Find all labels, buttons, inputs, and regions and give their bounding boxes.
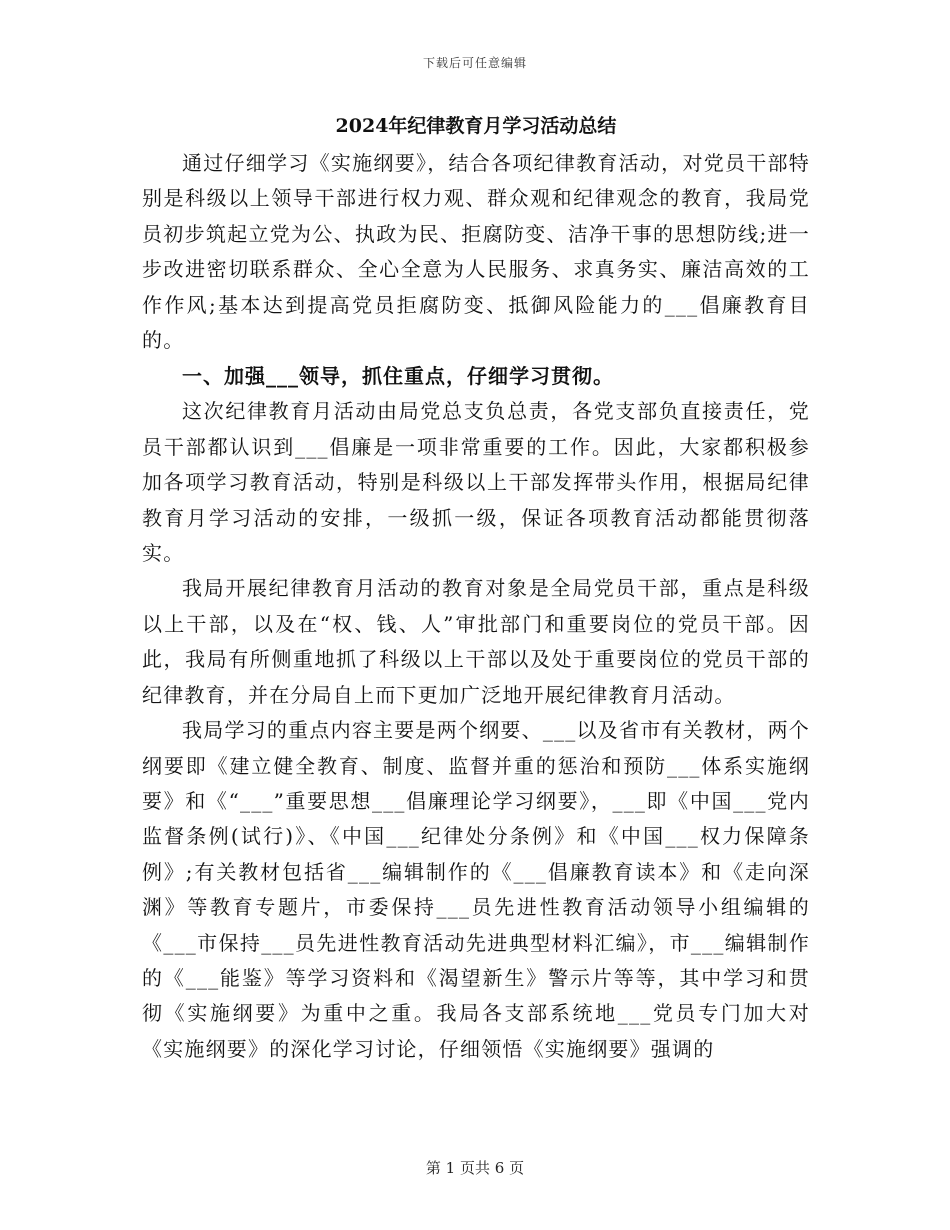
- paragraph-responsibility: 这次纪律教育月活动由局党总支负总责，各党支部负直接责任，党员干部都认识到___倡廉是一项非常重要的工作。因此，大家都积极参加各项学习教育活动，特别是科级以上干部发挥带头作用，根据局纪律教育月学习活动的安排，一级抓一级，保证各项教育活动都能贯彻落实。: [142, 399, 810, 566]
- paragraph-content: 我局学习的重点内容主要是两个纲要、___以及省市有关教材，两个纲要即《建立健全教育、制度、监督并重的惩治和预防___体系实施纲要》和《“___”重要思想___倡廉理论学习纲要》，___即《中国___党内监督条例(试行)》、《中国___纪律处分条例》和《中国___权力保障条例》;有关教材包括省___编辑制作的《___倡廉教育读本》和《走向深渊》等教育专题片，市委保持___员先进性教育活动领导小组编辑的《___市保持___员先进性教育活动先进典型材料汇编》，市___编辑制作的《___能鉴》等学习资料和《渴望新生》警示片等等，其中学习和贯彻《实施纲要》为重中之重。我局各支部系统地___党员专门加大对《实施纲要》的深化学习讨论，仔细领悟《实施纲要》强调的: [142, 718, 810, 1061]
- paragraph-targets: 我局开展纪律教育月活动的教育对象是全局党员干部，重点是科级以上干部，以及在“权、钱、人”审批部门和重要岗位的党员干部。因此，我局有所侧重地抓了科级以上干部以及处于重要岗位的党员干部的纪律教育，并在分局自上而下更加广泛地开展纪律教育月活动。: [142, 576, 810, 707]
- document-body: [142, 112, 810, 1067]
- page-number: 第 1 页共 6 页: [425, 1159, 525, 1177]
- page-header-note: 下载后可任意编辑: [422, 56, 527, 70]
- section-heading-1: 一、加强___领导，抓住重点，仔细学习贯彻。: [182, 364, 614, 389]
- document-title: 2024年纪律教育月学习活动总结: [335, 115, 617, 137]
- paragraph-intro: 通过仔细学习《实施纲要》，结合各项纪律教育活动，对党员干部特别是科级以上领导干部进行权力观、群众观和纪律观念的教育，我局党员初步筑起立党为公、执政为民、拒腐防变、洁净干事的思想防线;进一步改进密切联系群众、全心全意为人民服务、求真务实、廉洁高效的工作作风;基本达到提高党员拒腐防变、抵御风险能力的___倡廉教育目的。: [142, 151, 810, 353]
